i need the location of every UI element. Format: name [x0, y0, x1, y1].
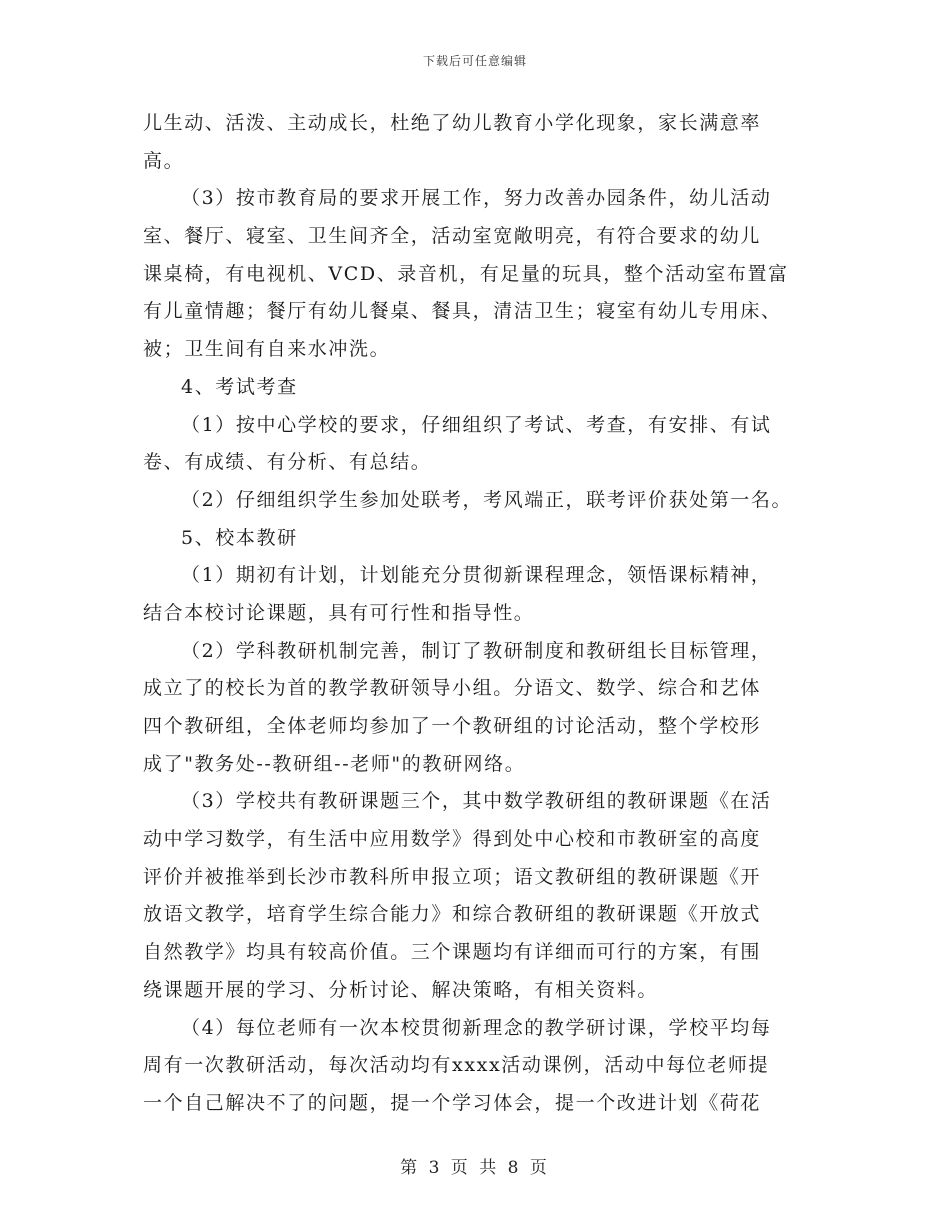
text-line: 高。	[143, 149, 185, 172]
text-line: 成立了的校长为首的教学教研领导小组。分语文、数学、综合和艺体	[143, 677, 762, 700]
paragraph-start: （2）学科教研机制完善，制订了教研制度和教研组长目标管理，	[181, 639, 772, 662]
paragraph-start: （3）按市教育局的要求开展工作，努力改善办园条件，幼儿活动	[181, 187, 772, 210]
text-line: 有儿童情趣；餐厅有幼儿餐桌、餐具，清洁卫生；寝室有幼儿专用床、	[143, 300, 782, 323]
text-line: 卷、有成绩、有分析、有总结。	[143, 451, 432, 474]
text-line: 课桌椅，有电视机、VCD、录音机，有足量的玩具，整个活动室布置富	[143, 262, 789, 285]
section-heading-exams: 4、考试考查	[181, 375, 298, 398]
text-line: 绕课题开展的学习、分析讨论、解决策略，有相关资料。	[143, 978, 659, 1001]
text-line: 被；卫生间有自来水冲洗。	[143, 338, 391, 361]
text-line: 自然教学》均具有较高价值。三个课题均有详细而可行的方案，有围	[143, 941, 762, 964]
document-body	[143, 105, 815, 1123]
paragraph-start: （1）按中心学校的要求，仔细组织了考试、考查，有安排、有试	[181, 413, 772, 436]
text-line: 评价并被推举到长沙市教科所申报立项；语文教研组的教研课题《开	[143, 865, 762, 888]
text-line: 儿生动、活泼、主动成长，杜绝了幼儿教育小学化现象，家长满意率	[143, 112, 762, 134]
text-line: 结合本校讨论课题，具有可行性和指导性。	[143, 601, 535, 624]
text-line: 四个教研组，全体老师均参加了一个教研组的讨论活动，整个学校形	[143, 715, 762, 737]
text-line: 室、餐厅、寝室、卫生间齐全，活动室宽敞明亮，有符合要求的幼儿	[143, 225, 762, 248]
section-heading-research: 5、校本教研	[181, 526, 298, 549]
page-header: 下载后可任意编辑	[422, 54, 527, 68]
paragraph-start: （2）仔细组织学生参加处联考，考风端正，联考评价获处第一名。	[181, 488, 793, 511]
text-line: 周有一次教研活动，每次活动均有xxxx活动课例，活动中每位老师提	[143, 1054, 770, 1077]
text-line: 放语文教学，培育学生综合能力》和综合教研组的教研课题《开放式	[143, 903, 762, 926]
paragraph-start: （4）每位老师有一次本校贯彻新理念的教学研讨课，学校平均每	[181, 1016, 772, 1039]
paragraph-start: （1）期初有计划，计划能充分贯彻新课程理念，领悟课标精神，	[181, 564, 772, 587]
page-footer: 第 3 页 共 8 页	[400, 1158, 550, 1178]
paragraph-start: （3）学校共有教研课题三个，其中数学教研组的教研课题《在活	[181, 790, 772, 813]
text-line: 成了"教务处--教研组--老师"的教研网络。	[143, 752, 526, 775]
text-line: 一个自己解决不了的问题，提一个学习体会，提一个改进计划《荷花	[143, 1091, 762, 1114]
text-line: 动中学习数学，有生活中应用数学》得到处中心校和市教研室的高度	[143, 828, 762, 851]
